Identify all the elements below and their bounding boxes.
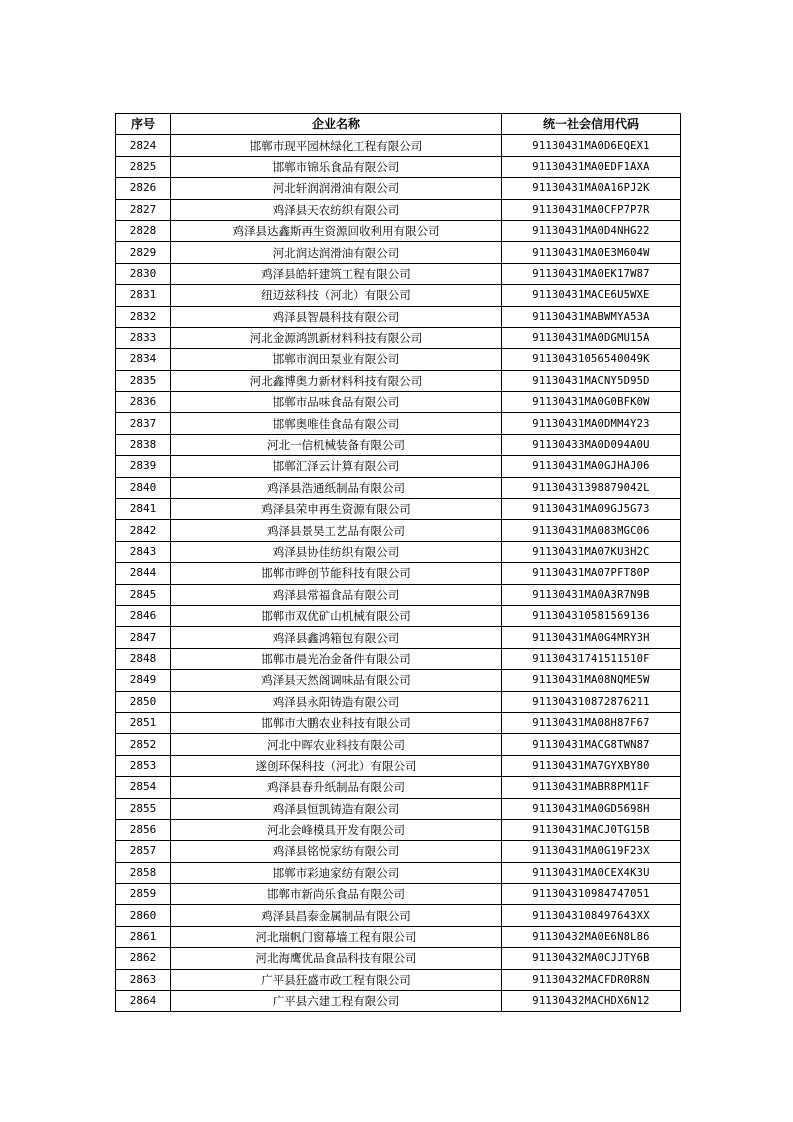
row-index: 2854 — [116, 777, 171, 798]
row-company-name: 鸡泽县智晨科技有限公司 — [171, 306, 502, 327]
row-index: 2827 — [116, 199, 171, 220]
row-company-name: 邯郸市彩迪家纺有限公司 — [171, 862, 502, 883]
table-row — [116, 712, 681, 733]
row-index: 2824 — [116, 135, 171, 156]
table-row — [116, 156, 681, 177]
table-row — [116, 434, 681, 455]
row-company-name: 鸡泽县恒凯铸造有限公司 — [171, 798, 502, 819]
row-index: 2852 — [116, 734, 171, 755]
table-row — [116, 349, 681, 370]
row-company-name: 鸡泽县荣申再生资源有限公司 — [171, 499, 502, 520]
table-row — [116, 755, 681, 776]
row-company-name: 鸡泽县协佳纺织有限公司 — [171, 541, 502, 562]
row-index: 2847 — [116, 627, 171, 648]
row-index: 2831 — [116, 285, 171, 306]
row-credit-code: 91130431MACJ0TG15B — [502, 819, 681, 840]
row-index: 2840 — [116, 477, 171, 498]
header-credit-code: 统一社会信用代码 — [502, 114, 681, 135]
row-index: 2844 — [116, 563, 171, 584]
row-credit-code: 91130431741511510F — [502, 648, 681, 669]
row-company-name: 邯郸市双优矿山机械有限公司 — [171, 605, 502, 626]
row-credit-code: 91130431MACE6U5WXE — [502, 285, 681, 306]
row-company-name: 鸡泽县皓轩建筑工程有限公司 — [171, 263, 502, 284]
table-row — [116, 456, 681, 477]
row-credit-code: 91130431MA0G4MRY3H — [502, 627, 681, 648]
row-credit-code: 9113043108497643XX — [502, 905, 681, 926]
row-credit-code: 91130433MA0D094A0U — [502, 434, 681, 455]
row-company-name: 广平县狂盛市政工程有限公司 — [171, 969, 502, 990]
row-credit-code: 91130431MA07PFT80P — [502, 563, 681, 584]
row-company-name: 河北海鹰优品食品科技有限公司 — [171, 948, 502, 969]
table-row — [116, 627, 681, 648]
row-credit-code: 91130431MA0EDF1AXA — [502, 156, 681, 177]
row-credit-code: 91130431MACNY5D95D — [502, 370, 681, 391]
row-index: 2863 — [116, 969, 171, 990]
row-credit-code: 91130431MA0G0BFK0W — [502, 392, 681, 413]
row-credit-code: 911304310581569136 — [502, 605, 681, 626]
table-row — [116, 263, 681, 284]
table-row — [116, 605, 681, 626]
row-credit-code: 91130431MA0A16PJ2K — [502, 178, 681, 199]
table-row — [116, 734, 681, 755]
row-credit-code: 91130432MA0E6N8L86 — [502, 926, 681, 947]
table-row — [116, 413, 681, 434]
row-index: 2829 — [116, 242, 171, 263]
row-index: 2833 — [116, 327, 171, 348]
row-credit-code: 911304310984747051 — [502, 884, 681, 905]
row-company-name: 河北一信机械装备有限公司 — [171, 434, 502, 455]
row-credit-code: 91130431MA0DGMU15A — [502, 327, 681, 348]
row-index: 2835 — [116, 370, 171, 391]
row-index: 2828 — [116, 220, 171, 241]
row-credit-code: 91130431MA0EK17W87 — [502, 263, 681, 284]
table-row — [116, 199, 681, 220]
row-index: 2826 — [116, 178, 171, 199]
row-index: 2832 — [116, 306, 171, 327]
row-index: 2841 — [116, 499, 171, 520]
table-row — [116, 926, 681, 947]
row-company-name: 河北鑫博奥力新材料科技有限公司 — [171, 370, 502, 391]
company-credit-code-table — [115, 113, 681, 1012]
row-company-name: 广平县六建工程有限公司 — [171, 991, 502, 1012]
row-company-name: 邯郸市大鹏农业科技有限公司 — [171, 712, 502, 733]
row-company-name: 遂创环保科技（河北）有限公司 — [171, 755, 502, 776]
row-company-name: 河北轩润润滑油有限公司 — [171, 178, 502, 199]
row-credit-code: 91130431MABR8PM11F — [502, 777, 681, 798]
row-company-name: 邯郸奥唯佳食品有限公司 — [171, 413, 502, 434]
row-credit-code: 91130431MA08H87F67 — [502, 712, 681, 733]
row-index: 2856 — [116, 819, 171, 840]
table-row — [116, 499, 681, 520]
row-credit-code: 91130431MA0DMM4Y23 — [502, 413, 681, 434]
row-credit-code: 91130431MA0D6EQEX1 — [502, 135, 681, 156]
row-company-name: 纽迈兹科技（河北）有限公司 — [171, 285, 502, 306]
table-row — [116, 670, 681, 691]
row-company-name: 鸡泽县铭悦家纺有限公司 — [171, 841, 502, 862]
table-row — [116, 220, 681, 241]
row-index: 2842 — [116, 520, 171, 541]
row-company-name: 邯郸市新尚乐食品有限公司 — [171, 884, 502, 905]
row-credit-code: 91130431MA0CFP7P7R — [502, 199, 681, 220]
row-credit-code: 91130431MA7GYXBY80 — [502, 755, 681, 776]
table-row — [116, 242, 681, 263]
header-company-name: 企业名称 — [171, 114, 502, 135]
row-company-name: 河北金源鸿凯新材料科技有限公司 — [171, 327, 502, 348]
table-row — [116, 691, 681, 712]
row-index: 2859 — [116, 884, 171, 905]
row-credit-code: 91130431398879042L — [502, 477, 681, 498]
table-row — [116, 884, 681, 905]
table-row — [116, 477, 681, 498]
row-index: 2862 — [116, 948, 171, 969]
row-index: 2849 — [116, 670, 171, 691]
row-index: 2861 — [116, 926, 171, 947]
row-company-name: 邯郸市晨光冶金备件有限公司 — [171, 648, 502, 669]
row-company-name: 河北中晖农业科技有限公司 — [171, 734, 502, 755]
row-company-name: 邯郸市现平园林绿化工程有限公司 — [171, 135, 502, 156]
row-index: 2843 — [116, 541, 171, 562]
table-row — [116, 327, 681, 348]
row-company-name: 邯郸市晔创节能科技有限公司 — [171, 563, 502, 584]
table-row — [116, 584, 681, 605]
row-credit-code: 91130431MA07KU3H2C — [502, 541, 681, 562]
table-row — [116, 648, 681, 669]
table-row — [116, 905, 681, 926]
row-credit-code: 91130431MABWMYA53A — [502, 306, 681, 327]
row-credit-code: 91130431MA0E3M604W — [502, 242, 681, 263]
row-index: 2838 — [116, 434, 171, 455]
row-credit-code: 91130431MA0G19F23X — [502, 841, 681, 862]
row-credit-code: 91130431MA0GD5698H — [502, 798, 681, 819]
row-company-name: 鸡泽县春升纸制品有限公司 — [171, 777, 502, 798]
row-index: 2845 — [116, 584, 171, 605]
table-row — [116, 392, 681, 413]
table-row — [116, 948, 681, 969]
table-row — [116, 135, 681, 156]
row-company-name: 河北润达润滑油有限公司 — [171, 242, 502, 263]
table-row — [116, 520, 681, 541]
row-company-name: 邯郸市品味食品有限公司 — [171, 392, 502, 413]
table-row — [116, 862, 681, 883]
row-index: 2836 — [116, 392, 171, 413]
row-credit-code: 91130431MA08NQME5W — [502, 670, 681, 691]
row-credit-code: 91130431MA0CEX4K3U — [502, 862, 681, 883]
row-company-name: 鸡泽县浩通纸制品有限公司 — [171, 477, 502, 498]
table-row — [116, 285, 681, 306]
row-company-name: 鸡泽县永阳铸造有限公司 — [171, 691, 502, 712]
row-company-name: 鸡泽县昌泰金属制品有限公司 — [171, 905, 502, 926]
row-credit-code: 91130432MACHDX6N12 — [502, 991, 681, 1012]
table-row — [116, 777, 681, 798]
row-company-name: 鸡泽县鑫鸿箱包有限公司 — [171, 627, 502, 648]
row-credit-code: 91130431056540049K — [502, 349, 681, 370]
table-row — [116, 178, 681, 199]
row-company-name: 鸡泽县天然阁调味品有限公司 — [171, 670, 502, 691]
row-company-name: 河北会峰模具开发有限公司 — [171, 819, 502, 840]
row-company-name: 河北瑞帆门窗幕墙工程有限公司 — [171, 926, 502, 947]
table-row — [116, 370, 681, 391]
row-credit-code: 91130431MA083MGC06 — [502, 520, 681, 541]
table-row — [116, 541, 681, 562]
table-row — [116, 563, 681, 584]
row-index: 2830 — [116, 263, 171, 284]
row-credit-code: 911304310872876211 — [502, 691, 681, 712]
row-index: 2860 — [116, 905, 171, 926]
row-company-name: 邯郸市润田泵业有限公司 — [171, 349, 502, 370]
row-index: 2857 — [116, 841, 171, 862]
row-index: 2851 — [116, 712, 171, 733]
row-credit-code: 91130431MA0A3R7N9B — [502, 584, 681, 605]
table-row — [116, 306, 681, 327]
header-index: 序号 — [116, 114, 171, 135]
table-row — [116, 841, 681, 862]
row-index: 2839 — [116, 456, 171, 477]
table-row — [116, 819, 681, 840]
table-row — [116, 969, 681, 990]
row-company-name: 鸡泽县景昊工艺品有限公司 — [171, 520, 502, 541]
row-index: 2858 — [116, 862, 171, 883]
table-row — [116, 798, 681, 819]
row-credit-code: 91130431MA09GJ5G73 — [502, 499, 681, 520]
row-index: 2834 — [116, 349, 171, 370]
row-company-name: 鸡泽县天农纺织有限公司 — [171, 199, 502, 220]
table-header-row — [116, 114, 681, 135]
row-company-name: 鸡泽县达鑫斯再生资源回收利用有限公司 — [171, 220, 502, 241]
table-row — [116, 991, 681, 1012]
row-index: 2864 — [116, 991, 171, 1012]
row-credit-code: 91130432MA0CJJTY6B — [502, 948, 681, 969]
row-credit-code: 91130432MACFDR0R8N — [502, 969, 681, 990]
row-index: 2825 — [116, 156, 171, 177]
row-credit-code: 91130431MA0GJHAJ06 — [502, 456, 681, 477]
row-credit-code: 91130431MA0D4NHG22 — [502, 220, 681, 241]
row-index: 2848 — [116, 648, 171, 669]
row-company-name: 鸡泽县常福食品有限公司 — [171, 584, 502, 605]
row-index: 2853 — [116, 755, 171, 776]
row-index: 2850 — [116, 691, 171, 712]
row-index: 2846 — [116, 605, 171, 626]
row-company-name: 邯郸市锦乐食品有限公司 — [171, 156, 502, 177]
row-index: 2855 — [116, 798, 171, 819]
row-credit-code: 91130431MACG8TWN87 — [502, 734, 681, 755]
row-company-name: 邯郸汇泽云计算有限公司 — [171, 456, 502, 477]
row-index: 2837 — [116, 413, 171, 434]
